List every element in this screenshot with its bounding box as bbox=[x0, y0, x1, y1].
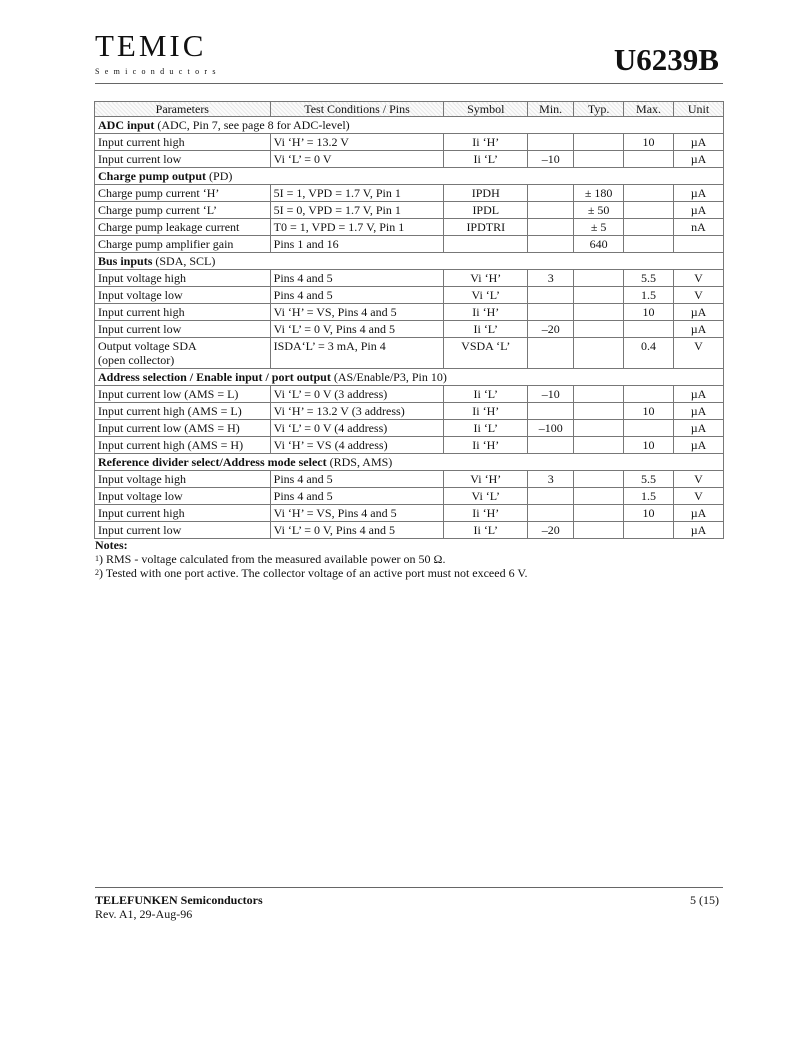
table-row bbox=[95, 236, 724, 253]
parameter-value: Input current high (AMS = L) bbox=[98, 404, 242, 418]
parameter-value: Input current high bbox=[98, 506, 185, 520]
min-cell bbox=[528, 270, 574, 287]
symbol-value: Vi ‘L’ bbox=[471, 288, 501, 302]
section-detail: (ADC, Pin 7, see page 8 for ADC-level) bbox=[154, 118, 350, 132]
min-value: –10 bbox=[541, 387, 560, 401]
note-text: ) RMS - voltage calculated from the measured available power on 50 Ω. bbox=[99, 552, 446, 566]
unit-cell bbox=[674, 403, 724, 420]
min-cell bbox=[528, 304, 574, 321]
footer-revision: Rev. A1, 29-Aug-96 bbox=[95, 907, 193, 921]
symbol-value: Ii ‘L’ bbox=[473, 387, 499, 401]
table-row bbox=[95, 134, 724, 151]
max-cell bbox=[624, 304, 674, 321]
unit-value: V bbox=[694, 288, 703, 302]
section-header-cell bbox=[95, 117, 724, 134]
unit-cell bbox=[674, 202, 724, 219]
typ-cell bbox=[574, 488, 624, 505]
parameter-value: Input current high bbox=[98, 305, 185, 319]
typ-cell bbox=[574, 185, 624, 202]
typ-value: ± 5 bbox=[590, 220, 607, 234]
conditions-value: Vi ‘H’ = 13.2 V (3 address) bbox=[273, 404, 405, 418]
unit-value: µA bbox=[690, 523, 707, 537]
unit-value: µA bbox=[690, 404, 707, 418]
typ-cell bbox=[574, 134, 624, 151]
max-cell bbox=[624, 505, 674, 522]
max-value: 10 bbox=[642, 438, 655, 452]
typ-value: ± 50 bbox=[587, 203, 610, 217]
min-value: –20 bbox=[541, 523, 560, 537]
table-header-row bbox=[95, 102, 724, 117]
section-detail: (AS/Enable/P3, Pin 10) bbox=[330, 370, 447, 384]
section-header-row bbox=[95, 369, 724, 386]
typ-cell bbox=[574, 338, 624, 369]
section-detail: (SDA, SCL) bbox=[152, 254, 216, 268]
parameter-cell bbox=[95, 134, 271, 151]
max-cell bbox=[624, 287, 674, 304]
parameter-value: Charge pump leakage current bbox=[98, 220, 240, 234]
parameter-cell bbox=[95, 202, 271, 219]
page-number: 5 (15) bbox=[690, 893, 719, 907]
min-cell bbox=[528, 219, 574, 236]
unit-value: V bbox=[694, 271, 703, 285]
parameter-value: Input current low bbox=[98, 322, 182, 336]
unit-cell bbox=[674, 185, 724, 202]
min-value: 3 bbox=[547, 271, 554, 285]
parameter-cell bbox=[95, 338, 271, 369]
max-cell bbox=[624, 185, 674, 202]
parameter-value: Charge pump amplifier gain bbox=[98, 237, 234, 251]
parameter-note: (open collector) bbox=[98, 353, 175, 367]
conditions-cell bbox=[270, 386, 444, 403]
max-cell bbox=[624, 202, 674, 219]
conditions-cell bbox=[270, 151, 444, 168]
max-cell bbox=[624, 219, 674, 236]
symbol-cell bbox=[444, 202, 528, 219]
parameter-value: Input voltage high bbox=[98, 271, 186, 285]
unit-cell bbox=[674, 471, 724, 488]
unit-value: nA bbox=[691, 220, 706, 234]
parameter-value: Input current low (AMS = L) bbox=[98, 387, 239, 401]
max-cell bbox=[624, 488, 674, 505]
parameter-value: Input voltage low bbox=[98, 489, 183, 503]
typ-cell bbox=[574, 270, 624, 287]
symbol-cell bbox=[444, 437, 528, 454]
note-number: 1 bbox=[95, 554, 99, 563]
symbol-value: IPDL bbox=[472, 203, 500, 217]
parameter-value: Input current low (AMS = H) bbox=[98, 421, 240, 435]
parameter-cell bbox=[95, 437, 271, 454]
conditions-cell bbox=[270, 522, 444, 539]
table-row bbox=[95, 219, 724, 236]
unit-value: µA bbox=[690, 186, 707, 200]
unit-value: µA bbox=[690, 135, 707, 149]
max-cell bbox=[624, 134, 674, 151]
conditions-cell bbox=[270, 236, 444, 253]
conditions-value: Vi ‘L’ = 0 V (4 address) bbox=[273, 421, 388, 435]
min-cell bbox=[528, 488, 574, 505]
max-cell bbox=[624, 522, 674, 539]
parameter-value: Charge pump current ‘H’ bbox=[98, 186, 220, 200]
parameter-value: Input current low bbox=[98, 152, 182, 166]
unit-cell bbox=[674, 386, 724, 403]
column-header: Parameters bbox=[95, 102, 271, 117]
table-row bbox=[95, 304, 724, 321]
unit-cell bbox=[674, 437, 724, 454]
unit-cell bbox=[674, 304, 724, 321]
footer-company: TELEFUNKEN Semiconductors bbox=[95, 893, 263, 907]
min-cell bbox=[528, 338, 574, 369]
unit-cell bbox=[674, 270, 724, 287]
typ-cell bbox=[574, 304, 624, 321]
unit-value: µA bbox=[690, 152, 707, 166]
table-row bbox=[95, 321, 724, 338]
section-title: Reference divider select/Address mode select bbox=[98, 455, 327, 469]
min-cell bbox=[528, 202, 574, 219]
min-cell bbox=[528, 403, 574, 420]
unit-value: µA bbox=[690, 305, 707, 319]
conditions-value: Vi ‘L’ = 0 V, Pins 4 and 5 bbox=[273, 523, 395, 537]
typ-cell bbox=[574, 471, 624, 488]
symbol-value: Ii ‘H’ bbox=[472, 404, 500, 418]
parameter-cell bbox=[95, 420, 271, 437]
min-cell bbox=[528, 236, 574, 253]
parameter-value: Input current high bbox=[98, 135, 185, 149]
table-row bbox=[95, 386, 724, 403]
typ-cell bbox=[574, 437, 624, 454]
parameter-cell bbox=[95, 219, 271, 236]
unit-value: V bbox=[694, 472, 703, 486]
conditions-value: Vi ‘H’ = 13.2 V bbox=[273, 135, 349, 149]
symbol-cell bbox=[444, 185, 528, 202]
table-row bbox=[95, 185, 724, 202]
spec-table-body bbox=[95, 117, 724, 539]
max-value: 10 bbox=[642, 506, 655, 520]
max-cell bbox=[624, 386, 674, 403]
max-cell bbox=[624, 151, 674, 168]
unit-value: V bbox=[694, 339, 703, 353]
typ-cell bbox=[574, 321, 624, 338]
symbol-cell bbox=[444, 386, 528, 403]
conditions-cell bbox=[270, 219, 444, 236]
symbol-cell bbox=[444, 403, 528, 420]
notes-title: Notes: bbox=[95, 538, 128, 552]
parameter-cell bbox=[95, 304, 271, 321]
parameter-cell bbox=[95, 522, 271, 539]
conditions-cell bbox=[270, 420, 444, 437]
max-cell bbox=[624, 270, 674, 287]
max-value: 10 bbox=[642, 305, 655, 319]
spec-table bbox=[94, 101, 724, 539]
parameter-value: Charge pump current ‘L’ bbox=[98, 203, 217, 217]
table-row bbox=[95, 522, 724, 539]
conditions-cell bbox=[270, 270, 444, 287]
unit-value: µA bbox=[690, 203, 707, 217]
typ-value: 640 bbox=[589, 237, 608, 251]
unit-cell bbox=[674, 134, 724, 151]
symbol-value: Vi ‘H’ bbox=[470, 271, 502, 285]
min-cell bbox=[528, 471, 574, 488]
conditions-cell bbox=[270, 202, 444, 219]
typ-value: ± 180 bbox=[584, 186, 613, 200]
conditions-value: 5I = 1, VPD = 1.7 V, Pin 1 bbox=[273, 186, 401, 200]
min-cell bbox=[528, 134, 574, 151]
unit-cell bbox=[674, 488, 724, 505]
conditions-cell bbox=[270, 338, 444, 369]
conditions-value: T0 = 1, VPD = 1.7 V, Pin 1 bbox=[273, 220, 405, 234]
table-row bbox=[95, 270, 724, 287]
table-row bbox=[95, 505, 724, 522]
max-cell bbox=[624, 321, 674, 338]
brand-subtitle: Semiconductors bbox=[95, 67, 221, 76]
symbol-value: Ii ‘H’ bbox=[472, 506, 500, 520]
table-row bbox=[95, 420, 724, 437]
unit-cell bbox=[674, 287, 724, 304]
notes-section bbox=[95, 538, 527, 580]
min-cell bbox=[528, 505, 574, 522]
symbol-cell bbox=[444, 420, 528, 437]
parameter-cell bbox=[95, 403, 271, 420]
min-cell bbox=[528, 437, 574, 454]
max-value: 10 bbox=[642, 404, 655, 418]
parameter-value: Input voltage low bbox=[98, 288, 183, 302]
max-cell bbox=[624, 437, 674, 454]
unit-cell bbox=[674, 420, 724, 437]
symbol-cell bbox=[444, 522, 528, 539]
max-cell bbox=[624, 420, 674, 437]
max-value: 5.5 bbox=[641, 472, 657, 486]
unit-value: µA bbox=[690, 421, 707, 435]
parameter-cell bbox=[95, 488, 271, 505]
conditions-cell bbox=[270, 287, 444, 304]
symbol-cell bbox=[444, 134, 528, 151]
section-header-row bbox=[95, 168, 724, 185]
min-value: –20 bbox=[541, 322, 560, 336]
conditions-cell bbox=[270, 471, 444, 488]
note-text: ) Tested with one port active. The collector voltage of an active port must not exceed 6 V. bbox=[99, 566, 528, 580]
conditions-value: ISDA‘L’ = 3 mA, Pin 4 bbox=[273, 339, 386, 353]
unit-value: V bbox=[694, 489, 703, 503]
symbol-cell bbox=[444, 471, 528, 488]
section-header-cell bbox=[95, 454, 724, 471]
unit-cell bbox=[674, 505, 724, 522]
conditions-value: Pins 4 and 5 bbox=[273, 489, 333, 503]
unit-cell bbox=[674, 236, 724, 253]
conditions-value: Vi ‘H’ = VS (4 address) bbox=[273, 438, 388, 452]
column-header: Unit bbox=[674, 102, 724, 117]
typ-cell bbox=[574, 151, 624, 168]
symbol-cell bbox=[444, 287, 528, 304]
conditions-cell bbox=[270, 304, 444, 321]
parameter-value: Input voltage high bbox=[98, 472, 186, 486]
conditions-value: 5I = 0, VPD = 1.7 V, Pin 1 bbox=[273, 203, 401, 217]
section-title: ADC input bbox=[98, 118, 155, 132]
symbol-cell bbox=[444, 488, 528, 505]
unit-cell bbox=[674, 219, 724, 236]
symbol-value: Ii ‘H’ bbox=[472, 305, 500, 319]
table-row bbox=[95, 488, 724, 505]
column-header: Test Conditions / Pins bbox=[270, 102, 444, 117]
parameter-cell bbox=[95, 151, 271, 168]
table-row bbox=[95, 202, 724, 219]
section-header-row bbox=[95, 454, 724, 471]
table-row bbox=[95, 471, 724, 488]
min-cell bbox=[528, 321, 574, 338]
brand-logo bbox=[95, 30, 221, 76]
table-row bbox=[95, 403, 724, 420]
column-header: Max. bbox=[624, 102, 674, 117]
conditions-value: Pins 4 and 5 bbox=[273, 288, 333, 302]
parameter-cell bbox=[95, 471, 271, 488]
parameter-value: Output voltage SDA bbox=[98, 339, 197, 353]
typ-cell bbox=[574, 505, 624, 522]
section-header-row bbox=[95, 117, 724, 134]
symbol-value: IPDH bbox=[471, 186, 500, 200]
symbol-cell bbox=[444, 338, 528, 369]
symbol-value: Ii ‘H’ bbox=[472, 135, 500, 149]
conditions-cell bbox=[270, 437, 444, 454]
unit-value: µA bbox=[690, 506, 707, 520]
typ-cell bbox=[574, 287, 624, 304]
typ-cell bbox=[574, 403, 624, 420]
table-row bbox=[95, 338, 724, 369]
typ-cell bbox=[574, 522, 624, 539]
max-cell bbox=[624, 236, 674, 253]
typ-cell bbox=[574, 420, 624, 437]
symbol-value: IPDTRI bbox=[466, 220, 506, 234]
conditions-value: Pins 4 and 5 bbox=[273, 472, 333, 486]
section-title: Charge pump output bbox=[98, 169, 207, 183]
table-row bbox=[95, 151, 724, 168]
typ-cell bbox=[574, 236, 624, 253]
table-row bbox=[95, 437, 724, 454]
parameter-cell bbox=[95, 386, 271, 403]
max-value: 10 bbox=[642, 135, 655, 149]
symbol-value: Ii ‘L’ bbox=[473, 152, 499, 166]
note-number: 2 bbox=[95, 568, 99, 577]
symbol-value: Vi ‘H’ bbox=[470, 472, 502, 486]
parameter-cell bbox=[95, 270, 271, 287]
max-cell bbox=[624, 403, 674, 420]
unit-cell bbox=[674, 522, 724, 539]
footer-info bbox=[95, 893, 263, 921]
parameter-cell bbox=[95, 321, 271, 338]
conditions-value: Vi ‘L’ = 0 V, Pins 4 and 5 bbox=[273, 322, 395, 336]
symbol-cell bbox=[444, 304, 528, 321]
header-divider bbox=[95, 83, 723, 84]
conditions-cell bbox=[270, 134, 444, 151]
section-header-row bbox=[95, 253, 724, 270]
unit-value: µA bbox=[690, 438, 707, 452]
min-value: –10 bbox=[541, 152, 560, 166]
symbol-value: Ii ‘L’ bbox=[473, 523, 499, 537]
min-value: 3 bbox=[547, 472, 554, 486]
typ-cell bbox=[574, 386, 624, 403]
conditions-value: Vi ‘L’ = 0 V bbox=[273, 152, 332, 166]
symbol-cell bbox=[444, 219, 528, 236]
symbol-value: Ii ‘H’ bbox=[472, 438, 500, 452]
symbol-cell bbox=[444, 321, 528, 338]
unit-cell bbox=[674, 338, 724, 369]
symbol-cell bbox=[444, 505, 528, 522]
max-value: 0.4 bbox=[641, 339, 657, 353]
symbol-cell bbox=[444, 270, 528, 287]
conditions-value: Vi ‘H’ = VS, Pins 4 and 5 bbox=[273, 305, 397, 319]
section-header-cell bbox=[95, 369, 724, 386]
max-value: 5.5 bbox=[641, 271, 657, 285]
document-id: U6239B bbox=[613, 42, 719, 77]
min-cell bbox=[528, 386, 574, 403]
conditions-cell bbox=[270, 488, 444, 505]
conditions-cell bbox=[270, 321, 444, 338]
unit-value: µA bbox=[690, 322, 707, 336]
section-title: Bus inputs bbox=[98, 254, 153, 268]
parameter-value: Input current high (AMS = H) bbox=[98, 438, 244, 452]
typ-cell bbox=[574, 219, 624, 236]
conditions-value: Vi ‘H’ = VS, Pins 4 and 5 bbox=[273, 506, 397, 520]
table-row bbox=[95, 287, 724, 304]
symbol-value: Ii ‘L’ bbox=[473, 322, 499, 336]
unit-cell bbox=[674, 151, 724, 168]
unit-value: µA bbox=[690, 387, 707, 401]
section-title: Address selection / Enable input / port output bbox=[98, 370, 331, 384]
max-value: 1.5 bbox=[641, 288, 657, 302]
min-value: –100 bbox=[538, 421, 563, 435]
symbol-value: Ii ‘L’ bbox=[473, 421, 499, 435]
parameter-cell bbox=[95, 505, 271, 522]
section-header-cell bbox=[95, 253, 724, 270]
parameter-cell bbox=[95, 287, 271, 304]
parameter-cell bbox=[95, 185, 271, 202]
max-cell bbox=[624, 471, 674, 488]
min-cell bbox=[528, 185, 574, 202]
parameter-value: Input current low bbox=[98, 523, 182, 537]
min-cell bbox=[528, 420, 574, 437]
unit-cell bbox=[674, 321, 724, 338]
conditions-cell bbox=[270, 185, 444, 202]
min-cell bbox=[528, 522, 574, 539]
conditions-value: Pins 4 and 5 bbox=[273, 271, 333, 285]
section-header-cell bbox=[95, 168, 724, 185]
column-header: Symbol bbox=[444, 102, 528, 117]
section-detail: (RDS, AMS) bbox=[326, 455, 393, 469]
section-detail: (PD) bbox=[206, 169, 233, 183]
min-cell bbox=[528, 287, 574, 304]
conditions-cell bbox=[270, 505, 444, 522]
symbol-cell bbox=[444, 236, 528, 253]
typ-cell bbox=[574, 202, 624, 219]
symbol-value: VSDA ‘L’ bbox=[461, 339, 511, 353]
brand-name: TEMIC bbox=[95, 28, 207, 63]
symbol-value: Vi ‘L’ bbox=[471, 489, 501, 503]
column-header: Min. bbox=[528, 102, 574, 117]
note-item bbox=[95, 552, 527, 566]
note-item bbox=[95, 566, 527, 580]
conditions-cell bbox=[270, 403, 444, 420]
max-value: 1.5 bbox=[641, 489, 657, 503]
conditions-value: Pins 1 and 16 bbox=[273, 237, 339, 251]
max-cell bbox=[624, 338, 674, 369]
column-header: Typ. bbox=[574, 102, 624, 117]
conditions-value: Vi ‘L’ = 0 V (3 address) bbox=[273, 387, 388, 401]
footer-divider bbox=[95, 887, 723, 888]
symbol-cell bbox=[444, 151, 528, 168]
parameter-cell bbox=[95, 236, 271, 253]
min-cell bbox=[528, 151, 574, 168]
